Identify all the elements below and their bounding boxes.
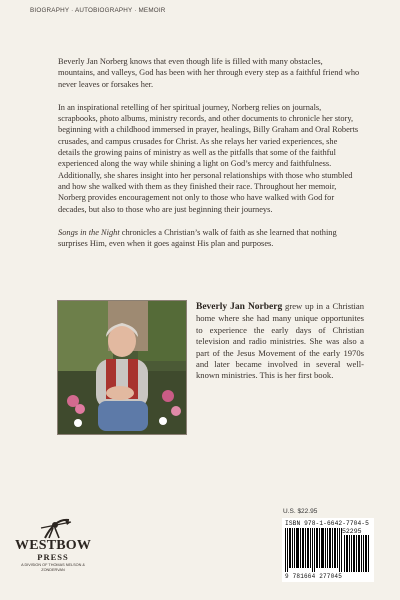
category-label: BIOGRAPHY · AUTOBIOGRAPHY · MEMOIR — [30, 7, 166, 14]
book-title: Songs in the Night — [58, 227, 120, 237]
publisher-press: PRESS — [37, 552, 69, 562]
price-code: 52295 — [342, 528, 362, 535]
author-bio — [196, 301, 364, 382]
isbn-label: ISBN 978-1-6642-7704-5 — [285, 520, 369, 527]
author-name: Beverly Jan Norberg — [196, 302, 283, 312]
author-photo — [57, 300, 187, 435]
bow-archer-icon — [15, 516, 91, 540]
isbn-barcode — [282, 518, 374, 582]
description-paragraph-2: In an inspirational retelling of her spiritual journey, Norberg relies on journals, scrapbooks, photo albums, ministry records, and other documents to chronicle her story, beginning with a childhood immersed in prayer, healings, Billy Graham and Oral Roberts crusades, and campus crusades for Christ. As she relays her varied experiences, she details the growing pains of ministry as well as the pitfalls that some of the faithful experienced along the way while shining a light on God’s mercy and faithfulness. Additionally, she shares insight into her personal relationships with those who stumbled and how she walked with them as they finished their race. Throughout her memoir, Norberg provides encouragement not only to those who have walked with God for decades, but also to those who are just beginning their journeys. — [58, 102, 359, 214]
publisher-logo — [15, 516, 91, 586]
author-bio-text: grew up in a Christian home where she had many unique opportunites to experience the early days of Christian television and radio ministries. She was also a part of the Jesus Movement of the early 1970s and later became involved in several well-known ministries. This is her first book. — [196, 301, 364, 381]
publisher-division: A DIVISION OF THOMAS NELSON & ZONDERVAN — [21, 563, 85, 572]
publisher-name: WESTBOW — [15, 538, 92, 553]
price-barcode — [344, 535, 370, 572]
paragraph-3-text: chronicles a Christian’s walk of faith as she learned that nothing surprises Him, even when it goes against His plan and purposes. — [58, 227, 337, 249]
description-paragraph-1: Beverly Jan Norberg knows that even though life is filled with many obstacles, mountains, and valleys, God has been with her through every step as a faithful friend who never leaves or forsakes her. — [58, 57, 360, 89]
ean-digits: 9 781664 277045 — [285, 573, 343, 580]
back-cover-description — [58, 56, 360, 261]
price-label: U.S. $22.95 — [283, 508, 318, 515]
ean-barcode — [285, 528, 343, 572]
description-paragraph-3 — [58, 227, 360, 250]
